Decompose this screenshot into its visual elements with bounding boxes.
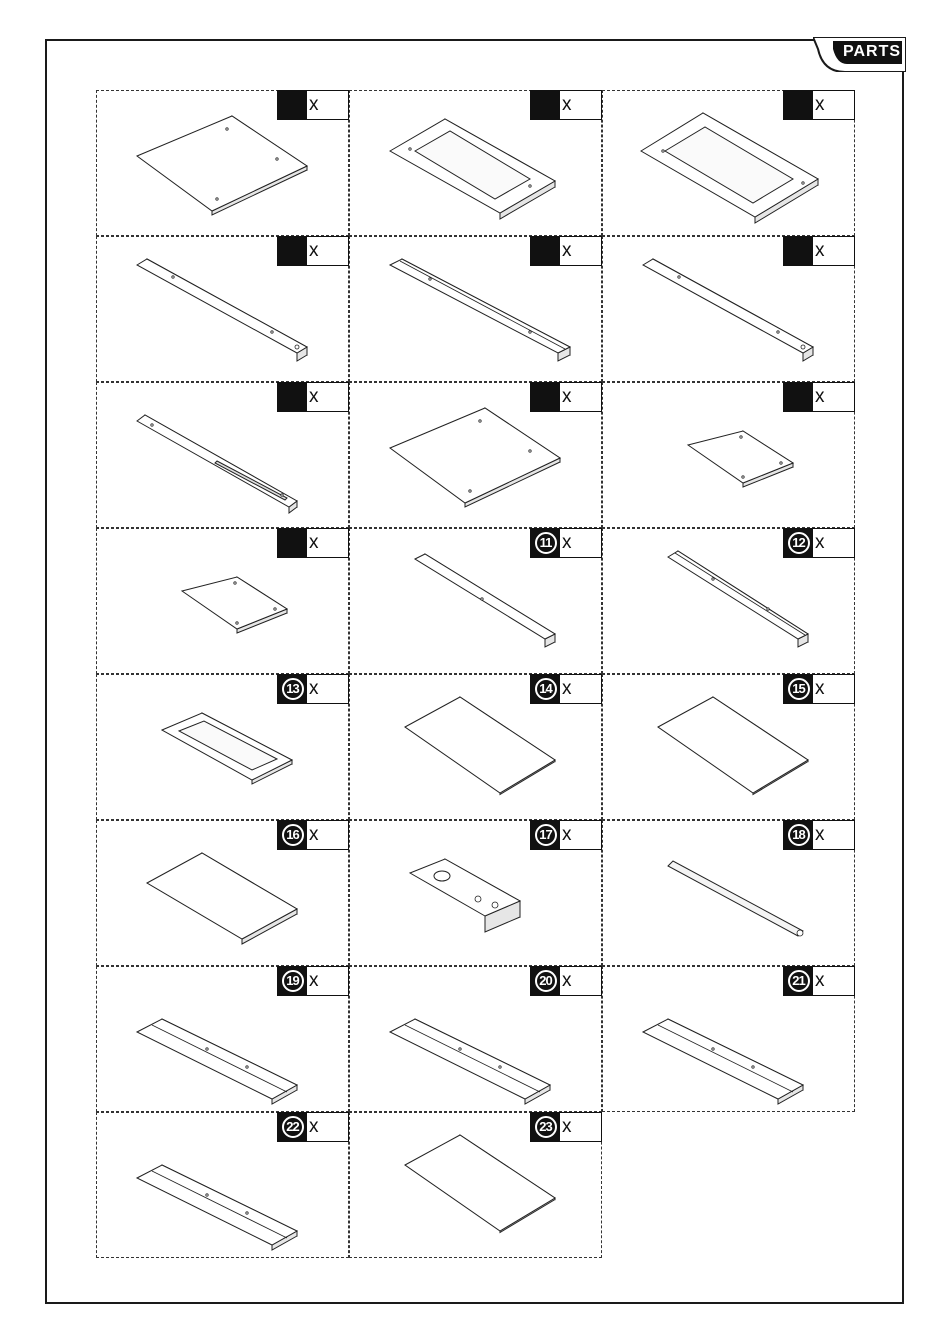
quantity-box bbox=[530, 820, 602, 850]
quantity-marker: x bbox=[815, 240, 825, 261]
quantity-box bbox=[530, 528, 602, 558]
part-cell bbox=[602, 820, 855, 966]
part-cell bbox=[96, 382, 349, 528]
part-number-badge bbox=[531, 821, 560, 849]
part-number-badge bbox=[531, 1113, 560, 1141]
quantity-box bbox=[277, 820, 349, 850]
part-number-badge bbox=[531, 675, 560, 703]
part-cell bbox=[349, 90, 602, 236]
part-cell bbox=[96, 674, 349, 820]
quantity-box bbox=[277, 674, 349, 704]
part-number-badge bbox=[531, 383, 560, 411]
part-cell bbox=[349, 1112, 602, 1258]
quantity-marker: x bbox=[309, 94, 319, 115]
part-cell bbox=[96, 236, 349, 382]
part-number: 11 bbox=[535, 532, 557, 554]
quantity-box bbox=[530, 90, 602, 120]
part-number-badge bbox=[784, 91, 813, 119]
part-number: 22 bbox=[282, 1116, 304, 1138]
part-number-badge bbox=[784, 967, 813, 995]
part-number-badge bbox=[278, 91, 307, 119]
part-number: 23 bbox=[535, 1116, 557, 1138]
part-number-badge bbox=[784, 675, 813, 703]
part-number: 13 bbox=[282, 678, 304, 700]
part-cell bbox=[602, 90, 855, 236]
part-number: 15 bbox=[788, 678, 810, 700]
part-number: 18 bbox=[788, 824, 810, 846]
quantity-marker: x bbox=[562, 824, 572, 845]
quantity-box bbox=[783, 674, 855, 704]
quantity-box bbox=[783, 820, 855, 850]
quantity-marker: x bbox=[815, 824, 825, 845]
part-cell bbox=[602, 528, 855, 674]
quantity-box bbox=[783, 966, 855, 996]
quantity-marker: x bbox=[815, 386, 825, 407]
quantity-marker: x bbox=[562, 1116, 572, 1137]
part-number: 14 bbox=[535, 678, 557, 700]
part-number-badge bbox=[278, 383, 307, 411]
part-number-badge bbox=[531, 529, 560, 557]
quantity-box bbox=[277, 966, 349, 996]
quantity-box bbox=[530, 966, 602, 996]
quantity-box bbox=[530, 1112, 602, 1142]
quantity-box bbox=[783, 528, 855, 558]
quantity-marker: x bbox=[562, 386, 572, 407]
part-number-badge bbox=[278, 967, 307, 995]
quantity-box bbox=[530, 382, 602, 412]
quantity-marker: x bbox=[309, 240, 319, 261]
part-cell bbox=[96, 528, 349, 674]
quantity-marker: x bbox=[562, 678, 572, 699]
quantity-marker: x bbox=[815, 678, 825, 699]
quantity-box bbox=[277, 236, 349, 266]
quantity-marker: x bbox=[309, 970, 319, 991]
quantity-box bbox=[277, 382, 349, 412]
part-number-badge bbox=[278, 675, 307, 703]
part-number-badge bbox=[784, 529, 813, 557]
part-number: 19 bbox=[282, 970, 304, 992]
part-number-badge bbox=[784, 821, 813, 849]
part-cell bbox=[349, 382, 602, 528]
quantity-marker: x bbox=[815, 532, 825, 553]
part-cell bbox=[349, 674, 602, 820]
part-cell bbox=[96, 820, 349, 966]
quantity-box bbox=[277, 90, 349, 120]
parts-tab-label: PARTS bbox=[842, 43, 902, 60]
part-cell bbox=[96, 1112, 349, 1258]
part-number-badge bbox=[784, 237, 813, 265]
quantity-box bbox=[783, 236, 855, 266]
part-number: 12 bbox=[788, 532, 810, 554]
part-number-badge bbox=[278, 821, 307, 849]
quantity-marker: x bbox=[309, 386, 319, 407]
part-cell bbox=[96, 90, 349, 236]
part-cell bbox=[602, 966, 855, 1112]
part-number-badge bbox=[278, 529, 307, 557]
part-number-badge bbox=[531, 237, 560, 265]
part-number-badge bbox=[278, 237, 307, 265]
part-number-badge bbox=[531, 91, 560, 119]
part-number: 16 bbox=[282, 824, 304, 846]
quantity-marker: x bbox=[562, 532, 572, 553]
part-cell bbox=[602, 382, 855, 528]
part-cell bbox=[349, 528, 602, 674]
part-number-badge bbox=[531, 967, 560, 995]
quantity-box bbox=[277, 1112, 349, 1142]
part-cell bbox=[602, 236, 855, 382]
part-number-badge bbox=[784, 383, 813, 411]
quantity-marker: x bbox=[815, 94, 825, 115]
part-cell bbox=[349, 236, 602, 382]
part-cell bbox=[96, 966, 349, 1112]
part-number: 20 bbox=[535, 970, 557, 992]
quantity-box bbox=[530, 236, 602, 266]
part-cell bbox=[602, 674, 855, 820]
quantity-marker: x bbox=[562, 240, 572, 261]
part-cell bbox=[349, 966, 602, 1112]
quantity-marker: x bbox=[562, 94, 572, 115]
part-cell bbox=[349, 820, 602, 966]
quantity-box bbox=[783, 382, 855, 412]
quantity-marker: x bbox=[309, 532, 319, 553]
quantity-marker: x bbox=[815, 970, 825, 991]
quantity-box bbox=[530, 674, 602, 704]
part-number: 21 bbox=[788, 970, 810, 992]
quantity-marker: x bbox=[309, 678, 319, 699]
quantity-marker: x bbox=[309, 824, 319, 845]
quantity-marker: x bbox=[562, 970, 572, 991]
quantity-box bbox=[783, 90, 855, 120]
part-number: 17 bbox=[535, 824, 557, 846]
quantity-box bbox=[277, 528, 349, 558]
part-number-badge bbox=[278, 1113, 307, 1141]
quantity-marker: x bbox=[309, 1116, 319, 1137]
